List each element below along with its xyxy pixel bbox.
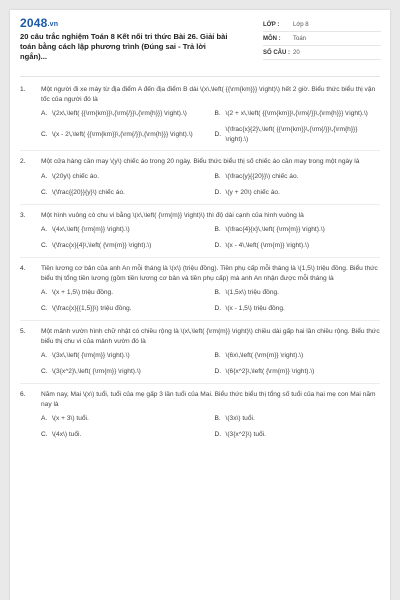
option-label: C. xyxy=(41,368,48,376)
option-text: \(6{x^2}\,\left( {\rm{m}} \right).\) xyxy=(225,368,315,376)
question-number: 3. xyxy=(20,211,26,219)
option-text: \(4x\,\left( {\rm{m}} \right).\) xyxy=(52,226,130,234)
option-a[interactable] xyxy=(41,225,207,235)
option-label: A. xyxy=(41,352,48,360)
question-stem: Một hình vuông có chu vi bằng \(x\,\left( {\rm{m}} \right)\) thì độ dài cạnh của hình vuông là xyxy=(41,211,304,219)
answer-options xyxy=(41,414,380,440)
option-d[interactable] xyxy=(215,188,381,198)
question-number: 2. xyxy=(20,158,26,165)
option-c[interactable] xyxy=(41,304,207,314)
option-label: A. xyxy=(41,226,48,234)
option-b[interactable] xyxy=(215,414,381,424)
question-separator xyxy=(20,150,380,151)
meta-key: MÔN : xyxy=(263,35,281,42)
option-text: \(\frac{4}{x}\,\left( {\rm{m}} \right).\) xyxy=(225,226,325,234)
worksheet-title: 20 câu trắc nghiệm Toán 8 Kết nối tri thức Bài 26. Giải bài toán bằng cách lập phương trình (Đúng sai - Trả lời ngắn)... xyxy=(20,32,228,61)
option-text: \(3{x^2}\) tuổi. xyxy=(225,431,266,439)
option-text: \(x + 3\) tuổi. xyxy=(52,415,89,423)
option-text: \(\frac{x}{2}\,\left( {{\rm{km}}\,{\rm{/}}\,{\rm{h}}} \right).\) xyxy=(225,126,358,143)
option-d[interactable] xyxy=(215,125,381,144)
question-separator xyxy=(20,383,380,384)
option-label: C. xyxy=(41,431,48,439)
option-c[interactable] xyxy=(41,188,207,198)
answer-options xyxy=(41,351,380,377)
question-stem: Tiền lương cơ bản của anh An mỗi tháng là \(x\) (triệu đồng). Tiền phụ cấp mỗi tháng là \(1,5\) triệu đồng. Biểu thức biểu thị tổng tiền lương (gồm tiền lương cơ bản và tiền phụ cấp) mà anh An nhận được mỗi tháng là xyxy=(41,265,378,282)
option-b[interactable] xyxy=(215,351,381,361)
answer-options xyxy=(41,109,380,144)
option-label: D. xyxy=(214,188,222,196)
answer-options xyxy=(41,225,380,251)
option-label: C. xyxy=(41,242,48,250)
answer-options xyxy=(41,288,380,314)
meta-row-count xyxy=(263,46,381,60)
option-text: \(\frac{{20}}{y}\) chiếc áo. xyxy=(52,188,125,196)
option-c[interactable] xyxy=(41,125,207,144)
option-text: \(2 + x\,\left( {{\rm{km}}\,{\rm{/}}\,{\rm{h}}} \right).\) xyxy=(225,110,368,118)
meta-key: SỐ CÂU : xyxy=(263,49,290,56)
option-b[interactable] xyxy=(215,288,381,298)
option-label: D. xyxy=(214,368,222,376)
option-label: D. xyxy=(214,305,222,313)
worksheet-header xyxy=(10,10,390,68)
logo-text: 2048 xyxy=(20,16,48,30)
option-a[interactable] xyxy=(41,109,207,119)
question-separator xyxy=(20,257,380,258)
option-text: \(x + 1,5\) triệu đồng. xyxy=(52,289,114,297)
option-text: \(x - 2\,\left( {{\rm{km}}\,{\rm{/}}\,{\rm{h}}} \right).\) xyxy=(52,130,193,138)
option-text: \(3x\,\left( {\rm{m}} \right).\) xyxy=(52,352,130,360)
question-separator xyxy=(20,204,380,205)
question-1 xyxy=(10,85,390,144)
option-d[interactable] xyxy=(215,241,381,251)
option-c[interactable] xyxy=(41,241,207,251)
option-c[interactable] xyxy=(41,367,207,377)
option-d[interactable] xyxy=(215,430,381,440)
option-b[interactable] xyxy=(215,225,381,235)
meta-row-subject xyxy=(263,32,381,46)
question-number: 5. xyxy=(20,328,26,335)
meta-value: 20 xyxy=(293,49,300,56)
option-b[interactable] xyxy=(215,172,381,182)
option-text: \(3{x^2}\,\left( {\rm{m}} \right).\) xyxy=(52,368,141,376)
option-label: B. xyxy=(214,352,221,360)
option-a[interactable] xyxy=(41,288,207,298)
question-5 xyxy=(10,327,390,377)
option-label: D. xyxy=(214,431,222,439)
option-label: B. xyxy=(214,289,221,297)
worksheet-page xyxy=(10,10,390,600)
option-label: B. xyxy=(214,226,221,234)
meta-key: LỚP : xyxy=(263,21,280,28)
worksheet-meta xyxy=(263,18,381,60)
meta-value: Lớp 8 xyxy=(293,21,309,28)
answer-options xyxy=(41,172,380,198)
option-text: \(x - 1,5\) triệu đồng. xyxy=(225,305,285,313)
option-label: A. xyxy=(41,289,48,297)
question-stem: Một cửa hàng cần may \(y\) chiếc áo trong 20 ngày. Biểu thức biểu thị số chiếc áo cần may trong một ngày là xyxy=(41,158,360,165)
option-a[interactable] xyxy=(41,351,207,361)
option-text: \(\frac{y}{{20}}\) chiếc áo. xyxy=(225,172,299,180)
meta-value: Toán xyxy=(293,35,307,42)
option-d[interactable] xyxy=(215,367,381,377)
option-label: A. xyxy=(41,415,48,423)
option-text: \(4x\) tuổi. xyxy=(52,431,82,439)
option-label: C. xyxy=(41,305,48,313)
option-text: \(3x\) tuổi. xyxy=(225,415,255,423)
option-text: \(6x\,\left( {\rm{m}} \right).\) xyxy=(225,352,304,360)
option-c[interactable] xyxy=(41,430,207,440)
question-stem: Một người đi xe máy từ địa điểm A đến địa điểm B dài \(x\,\left( {{\rm{km}}} \right)\) hết 2 giờ. Biểu thức biểu thị vận tốc của người đó là xyxy=(41,86,376,103)
meta-row-class xyxy=(263,18,381,32)
question-4 xyxy=(10,264,390,314)
question-number: 4. xyxy=(20,265,26,272)
option-d[interactable] xyxy=(215,304,381,314)
option-label: A. xyxy=(41,172,48,180)
option-label: D. xyxy=(214,242,222,250)
option-label: B. xyxy=(214,110,221,118)
option-text: \(2x\,\left( {{\rm{km}}\,{\rm{/}}\,{\rm{h}}} \right).\) xyxy=(52,110,187,118)
option-label: A. xyxy=(41,110,48,118)
option-label: D. xyxy=(214,130,222,138)
option-label: C. xyxy=(41,130,48,138)
option-label: C. xyxy=(41,188,48,196)
option-b[interactable] xyxy=(215,109,381,119)
question-stem: Một mảnh vườn hình chữ nhật có chiều rộng là \(x\,\left( {\rm{m}} \right)\) chiều dài gấp hai lần chiều rộng. Biểu thức biểu thị chu vi của mảnh vườn đó là xyxy=(41,328,380,345)
question-separator xyxy=(20,320,380,321)
question-2 xyxy=(10,157,390,198)
option-text: \(1,5x\) triệu đồng. xyxy=(225,289,280,297)
option-a[interactable] xyxy=(41,172,207,182)
question-number: 1. xyxy=(20,86,26,93)
logo-suffix: .vn xyxy=(47,21,59,28)
question-3 xyxy=(10,211,390,252)
option-text: \(\frac{x}{{1,5}}\) triệu đồng. xyxy=(52,305,132,313)
option-label: B. xyxy=(214,172,221,180)
question-number: 6. xyxy=(20,391,26,398)
question-6 xyxy=(10,390,390,440)
option-text: \(x - 4\,\left( {\rm{m}} \right).\) xyxy=(225,242,310,250)
option-text: \(y + 20\) chiếc áo. xyxy=(225,188,280,196)
option-text: \(20y\) chiếc áo. xyxy=(52,172,99,180)
question-stem: Năm nay, Mai \(x\) tuổi, tuổi của mẹ gấp 3 lần tuổi của Mai. Biểu thức biểu thị tổng số tuổi của hai mẹ con Mai năm nay là xyxy=(41,391,376,408)
option-a[interactable] xyxy=(41,414,207,424)
option-text: \(\frac{x}{4}\,\left( {\rm{m}} \right).\) xyxy=(52,242,152,250)
option-label: B. xyxy=(214,415,221,423)
